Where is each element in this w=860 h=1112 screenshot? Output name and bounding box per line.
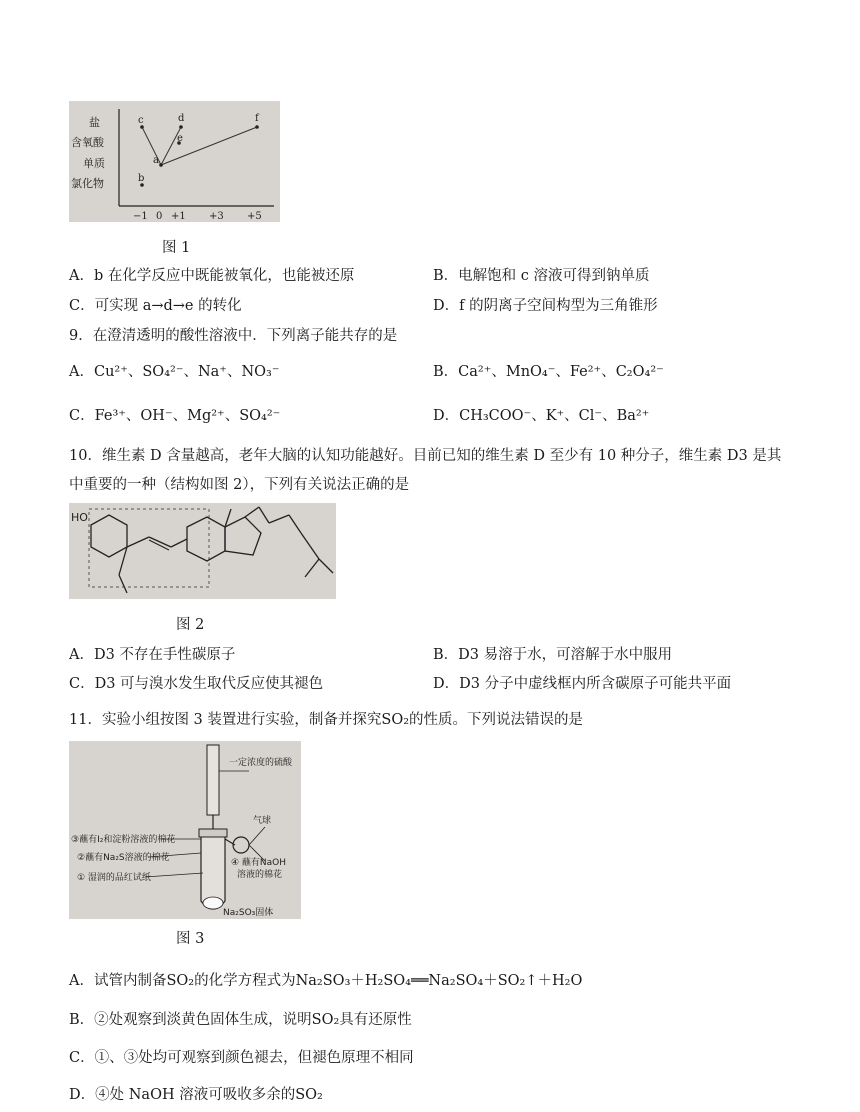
fig3-label-balloon: 气球 (253, 816, 272, 826)
fig1-xtick-plus3: +3 (209, 211, 224, 222)
q10-option-c: C．D3 可与溴水发生取代反应使其褪色 (69, 676, 324, 692)
fig3-label-4a: ④ 蘸有NaOH (231, 858, 287, 868)
q9-stem: 9．在澄清透明的酸性溶液中．下列离子能共存的是 (69, 328, 398, 344)
fig1-xtick-plus5: +5 (247, 211, 262, 222)
fig3-label-4b: 溶液的棉花 (237, 870, 283, 880)
figure-2-caption: 图 2 (176, 617, 205, 633)
fig3-label-1: ① 湿润的品红试纸 (77, 873, 151, 883)
fig1-ylabel-chloride: 氯化物 (71, 177, 104, 190)
fig1-point-c: c (138, 115, 144, 126)
fig2-ho-label: HO (71, 511, 88, 524)
figure-1-image (69, 101, 280, 222)
q8-option-b: B．电解饱和 c 溶液可得到钠单质 (433, 268, 650, 284)
figure-1-caption: 图 1 (162, 240, 191, 256)
fig1-point-b: b (138, 173, 145, 184)
figure-3-caption: 图 3 (176, 931, 205, 947)
q10-option-b: B．D3 易溶于水，可溶解于水中服用 (433, 647, 673, 663)
fig1-point-a: a (153, 155, 159, 166)
fig1-xtick-0: 0 (156, 211, 163, 222)
fig1-point-f: f (255, 113, 259, 124)
q10-stem-line2: 中重要的一种（结构如图 2），下列有关说法正确的是 (69, 477, 410, 493)
fig1-point-d: d (178, 113, 185, 124)
q11-option-a: A．试管内制备SO₂的化学方程式为Na₂SO₃＋H₂SO₄══Na₂SO₄＋SO₂↑＋H₂O (69, 973, 583, 989)
q8-option-c: C．可实现 a→d→e 的转化 (69, 298, 242, 314)
fig1-xtick-plus1: +1 (171, 211, 186, 222)
q11-option-c: C．①、③处均可观察到颜色褪去，但褪色原理不相同 (69, 1050, 414, 1066)
figure-2-image (69, 503, 336, 599)
q10-option-a: A．D3 不存在手性碳原子 (69, 647, 236, 663)
fig1-ylabel-oxyacid: 含氧酸 (71, 136, 104, 149)
fig3-label-2: ②蘸有Na₂S溶液的棉花 (77, 853, 170, 863)
fig1-ylabel-element: 单质 (83, 157, 105, 170)
fig1-xtick-minus1: −1 (133, 211, 148, 222)
fig1-point-e: e (177, 133, 183, 144)
fig3-label-solid: Na₂SO₃固体 (223, 908, 274, 918)
fig3-label-3: ③蘸有I₂和淀粉溶液的棉花 (71, 835, 176, 845)
q11-stem: 11．实验小组按图 3 装置进行实验，制备并探究SO₂的性质。下列说法错误的是 (69, 712, 584, 728)
q9-option-d: D．CH₃COO⁻、K⁺、Cl⁻、Ba²⁺ (433, 408, 650, 424)
q9-option-b: B．Ca²⁺、MnO₄⁻、Fe²⁺、C₂O₄²⁻ (433, 364, 664, 380)
q9-option-c: C．Fe³⁺、OH⁻、Mg²⁺、SO₄²⁻ (69, 408, 281, 424)
fig3-label-acid: 一定浓度的硫酸 (229, 758, 293, 768)
q10-option-d: D．D3 分子中虚线框内所含碳原子可能共平面 (433, 676, 732, 692)
q8-option-d: D．f 的阴离子空间构型为三角锥形 (433, 298, 658, 314)
q8-option-a: A．b 在化学反应中既能被氧化，也能被还原 (69, 268, 355, 284)
figure-3-image (69, 741, 301, 919)
q11-option-d: D．④处 NaOH 溶液可吸收多余的SO₂ (69, 1087, 323, 1103)
fig1-ylabel-salt: 盐 (89, 116, 100, 129)
q10-stem-line1: 10．维生素 D 含量越高，老年大脑的认知功能越好。目前已知的维生素 D 至少有 10 种分子，维生素 D3 是其 (69, 448, 782, 464)
q11-option-b: B．②处观察到淡黄色固体生成，说明SO₂具有还原性 (69, 1012, 412, 1028)
q9-option-a: A．Cu²⁺、SO₄²⁻、Na⁺、NO₃⁻ (69, 364, 280, 380)
